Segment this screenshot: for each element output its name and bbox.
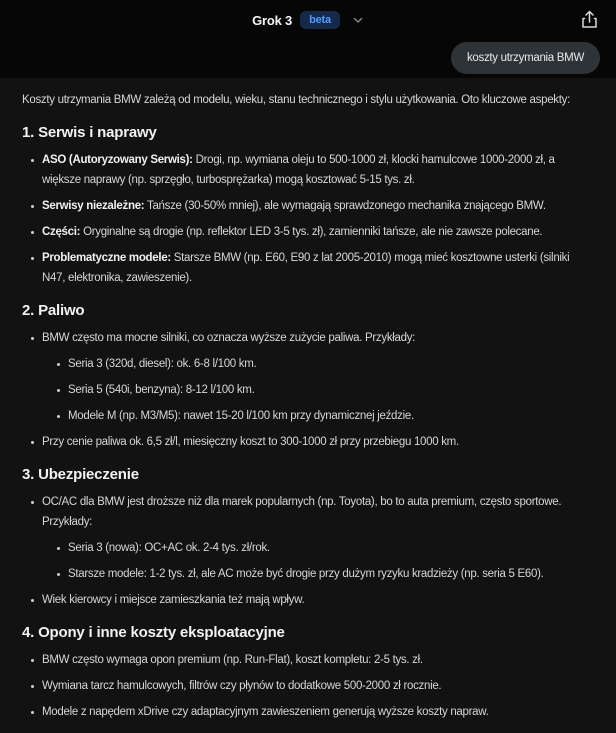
sub-bullet-list [52,354,594,426]
model-selector[interactable] [252,11,364,29]
sub-bullet-item: Seria 5 (540i, benzyna): 8-12 l/100 km. [52,380,594,400]
bullet-bold-label: Części: [42,226,81,238]
section-heading: 1. Serwis i naprawy [22,124,157,141]
bullet-item: ASO (Autoryzowany Serwis): Drogi, np. wymiana oleju to 500-1000 zł, klocki hamulcowe 1000-2000 zł, a większe naprawy (np. sprzęgło, turbosprężarka) mogą kosztować 5-15 tys. zł. [22,150,594,190]
bullet-item: Wymiana tarcz hamulcowych, filtrów czy płynów to dodatkowe 500-2000 zł rocznie. [22,676,594,696]
chat-header [0,0,616,40]
section-heading: 2. Paliwo [22,302,85,319]
sub-bullet-item: Seria 3 (nowa): OC+AC ok. 2-4 tys. zł/rok. [52,538,594,558]
bullet-bold-label: Problematyczne modele: [42,252,171,264]
model-title: Grok 3 [252,12,293,28]
sub-bullet-item: Seria 3 (320d, diesel): ok. 6-8 l/100 km. [52,354,594,374]
assistant-intro: Koszty utrzymania BMW zależą od modelu, wieku, stanu technicznego i stylu użytkowania. Oto kluczowe aspekty: [22,94,570,106]
section-heading: 4. Opony i inne koszty eksploatacyjne [22,624,285,641]
bullet-list [22,492,594,610]
bullet-item: Serwisy niezależne: Tańsze (30-50% mniej), ale wymagają sprawdzonego mechanika znającego BMW. [22,196,594,216]
bullet-bold-label: Serwisy niezależne: [42,200,145,212]
sections-container [22,124,594,722]
bullet-item: Części: Oryginalne są drogie (np. reflektor LED 3-5 tys. zł), zamienniki tańsze, ale nie zawsze polecane. [22,222,594,242]
bullet-item: BMW często ma mocne silniki, co oznacza wyższe zużycie paliwa. Przykłady: Seria 3 (320d, diesel): ok. 6-8 l/100 km. Seria 5 (540i, benzyna): 8-12 l/100 km. Modele M (np. M3/M5): nawet 15-20 l/100 km przy dynamicznej jeździe. [22,328,594,426]
beta-badge: beta [300,11,340,29]
bullet-item: OC/AC dla BMW jest droższe niż dla marek popularnych (np. Toyota), bo to auta premium, często sportowe. Przykłady: Seria 3 (nowa): OC+AC ok. 2-4 tys. zł/rok. Starsze modele: 1-2 tys. zł, ale AC może być drogie przy dużym ryzyku kradzieży (np. seria 5 E60). [22,492,594,584]
chevron-down-icon[interactable] [352,14,364,26]
user-message-row [0,40,616,74]
sub-bullet-list [52,538,594,584]
header-area [0,0,616,78]
bullet-item: Wiek kierowcy i miejsce zamieszkania też mają wpływ. [22,590,594,610]
sub-bullet-item: Starsze modele: 1-2 tys. zł, ale AC może być drogie przy dużym ryzyku kradzieży (np. seria 5 E60). [52,564,594,584]
bullet-item: Problematyczne modele: Starsze BMW (np. E60, E90 z lat 2005-2010) mogą mieć kosztowne usterki (silniki N47, elektronika, zawieszenie). [22,248,594,288]
bullet-list [22,328,594,452]
sub-bullet-item: Modele M (np. M3/M5): nawet 15-20 l/100 km przy dynamicznej jeździe. [52,406,594,426]
bullet-item: Modele z napędem xDrive czy adaptacyjnym zawieszeniem generują wyższe koszty napraw. [22,702,594,722]
assistant-message [0,78,616,733]
bullet-item: Przy cenie paliwa ok. 6,5 zł/l, miesięczny koszt to 300-1000 zł przy przebiegu 1000 km. [22,432,594,452]
bullet-list [22,150,594,288]
share-button[interactable] [576,8,602,34]
section-heading: 3. Ubezpieczenie [22,466,139,483]
share-icon [581,10,598,32]
bullet-list [22,650,594,722]
user-message-bubble[interactable]: koszty utrzymania BMW [451,42,600,74]
bullet-item: BMW często wymaga opon premium (np. Run-Flat), koszt kompletu: 2-5 tys. zł. [22,650,594,670]
bullet-bold-label: ASO (Autoryzowany Serwis): [42,154,193,166]
